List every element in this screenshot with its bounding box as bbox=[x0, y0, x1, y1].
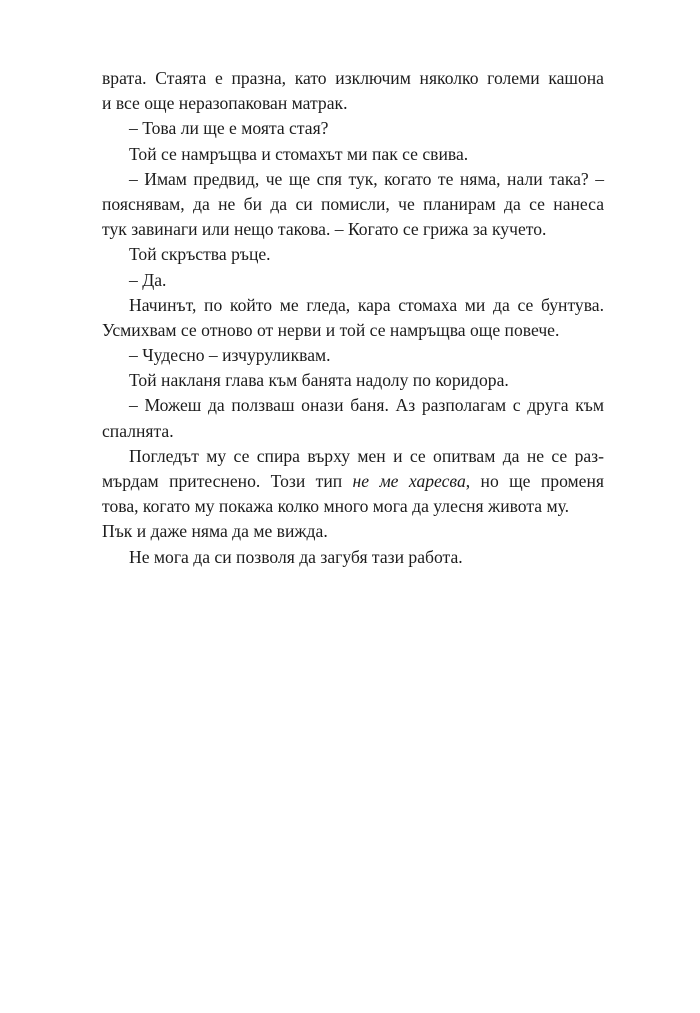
text-line-8: Той скръства ръце. bbox=[129, 244, 271, 265]
text-line-11: Усмихвам се отново от нерви и той се намръщва още повече. bbox=[102, 319, 560, 340]
text-line-3: – Това ли ще е моята стая? bbox=[129, 118, 329, 139]
body-text bbox=[102, 66, 604, 570]
text-line-18: това, когато му покажа колко много мога да улесня живота му. bbox=[102, 496, 570, 517]
text-line-14: – Можеш да ползваш онази баня. Аз разполагам с друга към bbox=[129, 395, 604, 416]
text-line-17-start: мърдам притеснено. Този тип bbox=[102, 471, 353, 491]
text-line-12: – Чудесно – изчуруликвам. bbox=[129, 345, 331, 366]
italic-phrase: не ме харесва bbox=[352, 471, 466, 491]
text-line-13: Той накланя глава към банята надолу по коридора. bbox=[129, 370, 509, 391]
text-line-4: Той се намръщва и стомахът ми пак се свива. bbox=[129, 143, 469, 164]
text-line-5: – Имам предвид, че ще спя тук, когато те няма, нали така? – bbox=[129, 168, 604, 189]
text-line-16: Погледът му се спира върху мен и се опитвам да не се раз- bbox=[129, 445, 604, 466]
text-line-17 bbox=[102, 469, 604, 494]
text-line-7: тук завинаги или нещо такова. – Когато се грижа за кучето. bbox=[102, 219, 547, 240]
text-line-2: и все още неразопакован матрак. bbox=[102, 93, 348, 114]
text-line-9: – Да. bbox=[129, 269, 167, 290]
text-line-19: Пък и даже няма да ме вижда. bbox=[102, 521, 328, 542]
text-line-20: Не мога да си позволя да загубя тази работа. bbox=[129, 546, 463, 567]
text-line-6: пояснявам, да не би да си помисли, че планирам да се нанеса bbox=[102, 193, 604, 214]
text-line-10: Начинът, по който ме гледа, кара стомаха ми да се бунтува. bbox=[129, 294, 604, 315]
text-line-17-end: , но ще променя bbox=[465, 471, 604, 491]
text-line-15: спалнята. bbox=[102, 420, 174, 441]
text-line-1: врата. Стаята е празна, като изключим няколко големи кашона bbox=[102, 68, 604, 88]
